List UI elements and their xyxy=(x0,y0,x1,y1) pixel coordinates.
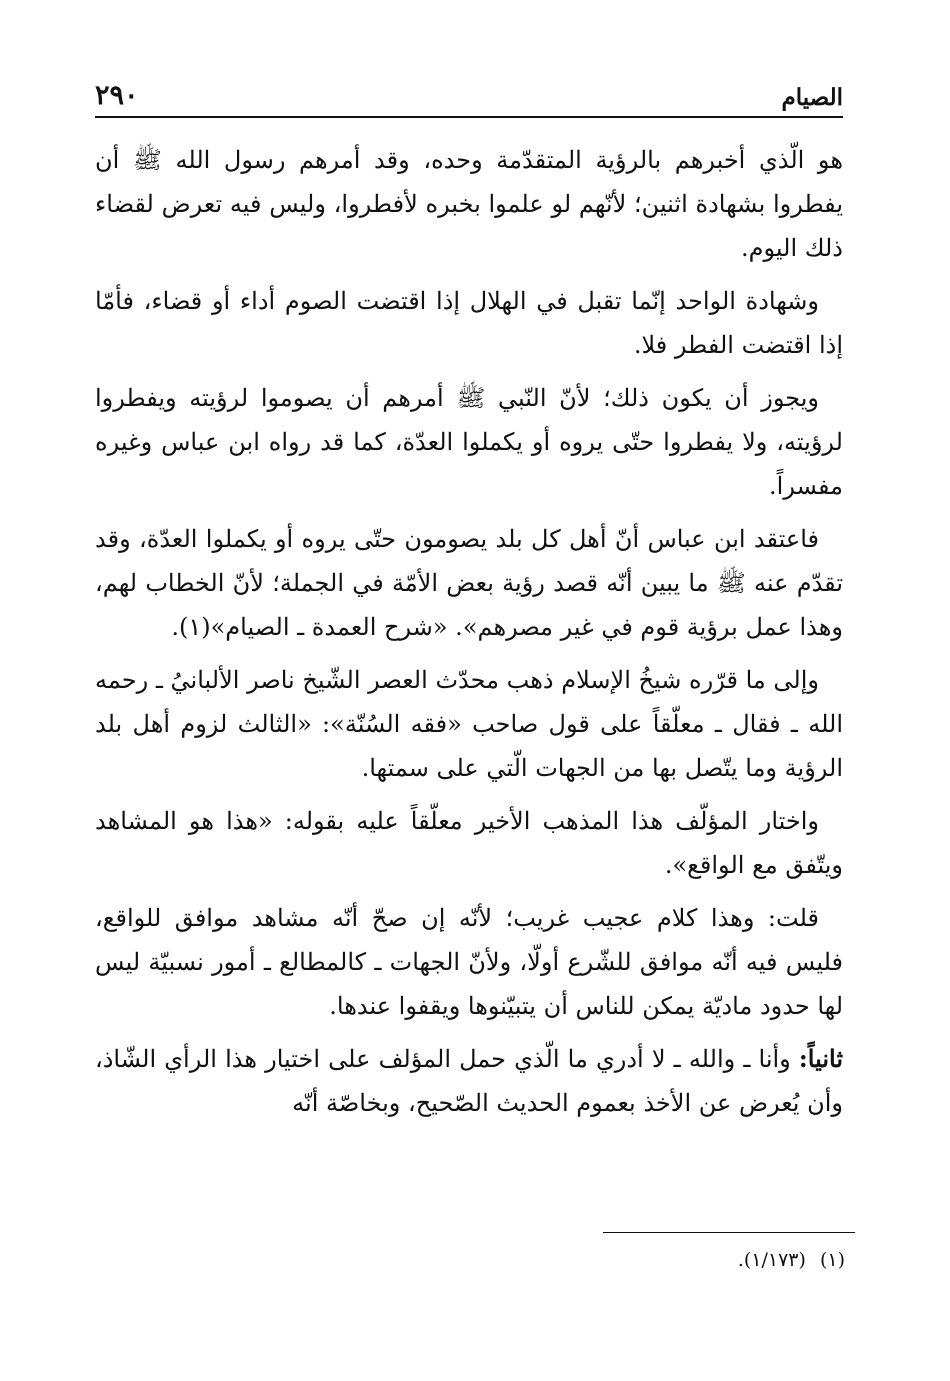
paragraph-1: هو الّذي أخبرهم بالرؤية المتقدّمة وحده، وقد أمرهم رسول الله ﷺ أن يفطروا بشهادة اثنين؛ لأنّهم لو علموا بخبره لأفطروا، وليس فيه تعرض لقضاء ذلك اليوم. xyxy=(95,146,843,262)
paragraph-3: ويجوز أن يكون ذلك؛ لأنّ النّبي ﷺ أمرهم أن يصوموا لرؤيته ويفطروا لرؤيته، ولا يفطروا حتّى يروه أو يكملوا العدّة، كما قد رواه ابن عباس وغيره مفسراً. xyxy=(95,384,843,500)
paragraph-7: قلت: وهذا كلام عجيب غريب؛ لأنّه إن صحّ أنّه مشاهد موافق للواقع، فليس فيه أنّه موافق للشّرع أولّا، ولأنّ الجهات ـ كالمطالع ـ أمور نسبيّة ليس لها حدود ماديّة يمكن للناس أن يتبيّنوها ويقفوا عندها. xyxy=(95,904,843,1020)
footnote-text: (١/١٧٣). xyxy=(737,1249,806,1271)
paragraph-5: وإلى ما قرّره شيخُ الإسلام ذهب محدّث العصر الشّيخ ناصر الألبانيُ ـ رحمه الله ـ فقال ـ معلّقاً على قول صاحب «فقه السُنّة»: «الثالث لزوم أهل بلد الرؤية وما يتّصل بها من الجهات الّتي على سمتها. xyxy=(95,666,844,782)
paragraph-4: فاعتقد ابن عباس أنّ أهل كل بلد يصومون حتّى يروه أو يكملوا العدّة، وقد تقدّم عنه ﷺ ما يبين أنّه قصد رؤية بعض الأمّة في الجملة؛ لأنّ الخطاب لهم، وهذا عمل برؤية قوم في غير مصرهم». «شرح العمدة ـ الصيام»(١). xyxy=(95,525,843,641)
footnote-mark: (١) xyxy=(819,1249,845,1271)
body-text xyxy=(95,138,843,1125)
footnote xyxy=(738,1245,845,1275)
page-number: ٢٩٠ xyxy=(95,80,139,111)
header-title: الصيام xyxy=(781,84,843,111)
footnote-separator xyxy=(603,1232,855,1233)
paragraph-6: واختار المؤلّف هذا المذهب الأخير معلّقاً عليه بقوله: «هذا هو المشاهد ويتّفق مع الواقع». xyxy=(95,807,843,879)
page xyxy=(95,70,843,1134)
running-header xyxy=(95,70,843,118)
paragraph-8-text: وأنا ـ والله ـ لا أدري ما الّذي حمل المؤلف على اختيار هذا الرأي الشّاذ، وأن يُعرض عن الأخذ بعموم الحديث الصّحيح، وبخاصّة أنّه xyxy=(95,1045,843,1117)
paragraph-8-lead: ثانياً: xyxy=(798,1044,843,1073)
paragraph-8 xyxy=(95,1037,843,1125)
paragraph-2: وشهادة الواحد إنّما تقبل في الهلال إذا اقتضت الصوم أداء أو قضاء، فأمّا إذا اقتضت الفطر فلا. xyxy=(95,287,843,359)
